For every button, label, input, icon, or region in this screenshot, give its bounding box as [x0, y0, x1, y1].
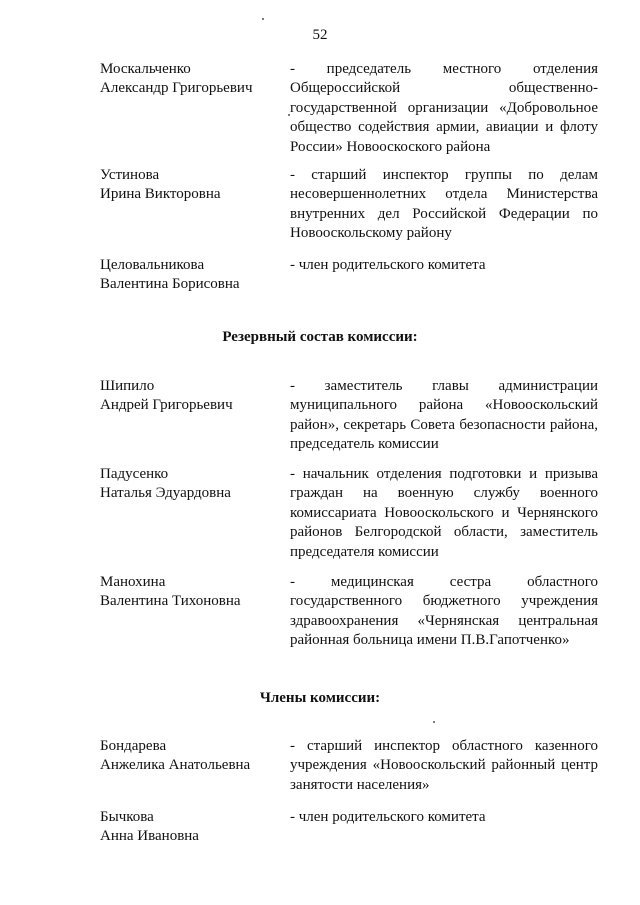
member-name: Ирина Викторовна: [100, 186, 221, 203]
member-role: - член родительского комитета: [290, 809, 486, 825]
member-person: [100, 573, 280, 612]
reserve-heading: Резервный состав комиссии:: [222, 329, 418, 345]
member-name: Валентина Борисовна: [100, 276, 240, 293]
member-name: Анжелика Анатольевна: [100, 757, 251, 774]
member-role: - медицинская сестра областного государственного бюджетного учреждения здравоохранения «Чернянская центральная районная больница имени П.В.Гапотченко»: [290, 574, 598, 649]
page-number: 52: [312, 27, 328, 43]
member-name: Наталья Эдуардовна: [100, 485, 231, 502]
member-surname: Устинова: [100, 167, 160, 183]
member-surname: Манохина: [100, 574, 166, 590]
member-person: [100, 808, 280, 847]
member-role: - член родительского комитета: [290, 257, 486, 273]
member-person: [100, 256, 280, 295]
member-person: [100, 737, 280, 776]
scan-speck: [262, 18, 264, 20]
members-heading: Члены комиссии:: [259, 690, 381, 706]
member-surname: Падусенко: [100, 466, 169, 482]
member-name: Валентина Тихоновна: [100, 593, 241, 610]
member-surname: Целовальникова: [100, 257, 205, 273]
member-role: - старший инспектор областного казенного учреждения «Новооскольский районный центр занятости населения»: [290, 738, 598, 793]
member-name: Анна Ивановна: [100, 828, 199, 845]
member-surname: Москальченко: [100, 61, 191, 77]
member-surname: Бондарева: [100, 738, 167, 754]
member-person: [100, 60, 280, 99]
member-role: - старший инспектор группы по делам несовершеннолетних отдела Министерства внутренних дел Российской Федерации по Новооскольскому району: [290, 167, 598, 242]
member-role: - заместитель главы администрации муниципального района «Новооскольский район», секретарь Совета безопасности района, председатель комиссии: [290, 378, 598, 453]
member-person: [100, 377, 280, 416]
member-role: - начальник отделения подготовки и призыва граждан на военную службу военного комиссариата Новооскольского и Чернянского районов Белгородской области, заместитель председателя комиссии: [290, 466, 598, 560]
member-role: - председатель местного отделения Общероссийской общественно-государственной организации «Добровольное общество содействия армии, авиации и флоту России» Новооскоского района: [290, 61, 598, 155]
member-name: Александр Григорьевич: [100, 80, 253, 97]
scan-speck: [433, 721, 435, 723]
member-surname: Шипило: [100, 378, 155, 394]
scan-speck: [288, 114, 290, 116]
member-surname: Бычкова: [100, 809, 154, 825]
member-name: Андрей Григорьевич: [100, 397, 233, 414]
member-person: [100, 465, 280, 504]
member-person: [100, 166, 280, 205]
